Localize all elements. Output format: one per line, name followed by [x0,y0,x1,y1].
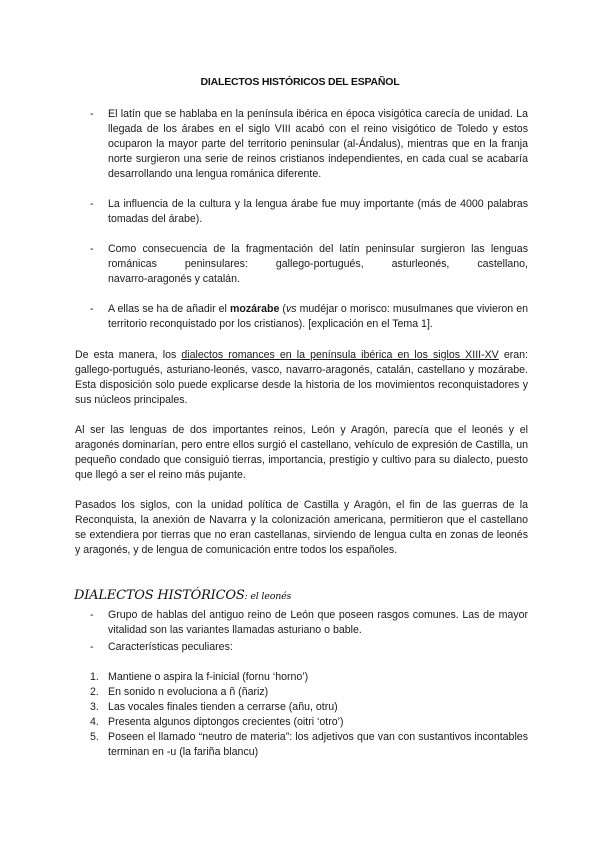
bullet-dash: - [90,108,94,120]
paragraph-post: eran: gallego-portugués, asturiano-leonés, vasco, navarro-aragonés, catalán, castellano y mozárabe. Esta disposición solo puede explicarse desde la historia de los movimientos reconquistadores y sus núcleos principales. [75,349,528,406]
bullet-dash: - [90,303,94,315]
item-text: En sonido n evoluciona a ñ (ñariz) [108,686,269,698]
bullet-text-tail: navarro-aragonés y catalán. [108,273,240,285]
item-text: Mantiene o aspira la f-inicial (fornu ‘horno’) [108,671,309,683]
bullet-dash: - [90,609,94,621]
item-text: Las vocales finales tienden a cerrarse (añu, otru) [108,701,338,713]
paragraph: Pasados los siglos, con la unidad política de Castilla y Aragón, el fin de las guerras de la Reconquista, la anexión de Navarra y la colonización americana, permitieron que el castellano se extendiera por tierras que no eran castellanas, sirviendo de lengua culta en zonas de leonés y aragonés, y de lengua de comunicación entre todos los españoles. [75,499,528,556]
bullet-text-justified: Como consecuencia de la fragmentación del latín peninsular surgieron las lenguas románicas peninsulares: gallego-portugués, asturleonés, castellano, [108,243,528,270]
item-number: 1. [90,671,99,683]
bullet-dash: - [90,641,94,653]
item-number: 5. [90,731,99,743]
bold-term: mozárabe [229,303,280,315]
bullet-text: La influencia de la cultura y la lengua árabe fue muy importante (más de 4000 palabras tomadas del árabe). [108,198,528,225]
bullet-dash: - [90,198,94,210]
paragraph-pre: De esta manera, los [75,349,182,361]
italic-term: vs [285,303,297,315]
bullet-text: El latín que se hablaba en la península ibérica en época visigótica carecía de unidad. La llegada de los árabes en el siglo VIII acabó con el reino visigótico de Toledo y estos ocuparon la mayor parte del territorio peninsular (al-Ándalus), mientras que en la franja norte surgieron una serie de reinos cristianos independientes, en cada cual se acabaría desarrollando una lengua románica diferente. [108,108,528,180]
paragraph: Al ser las lenguas de dos importantes reinos, León y Aragón, parecía que el leonés y el aragonés dominarían, pero entre ellos surgió el castellano, vehículo de expresión de Castilla, un pequeño condado que consiguió tierras, importancia, prestigio y cultivo para su dialecto, puesto que llegó a ser el reino más pujante. [75,424,528,481]
page-title: DIALECTOS HISTÓRICOS DEL ESPAÑOL [200,76,400,88]
section-heading-main: DIALECTOS HISTÓRICOS [74,588,245,603]
item-text: Presenta algunos diptongos crecientes (oitri ‘otro’) [108,716,344,728]
item-number: 2. [90,686,99,698]
bullet-dash: - [90,243,94,255]
item-number: 4. [90,716,99,728]
bullet-text-pre: A ellas se ha de añadir el [108,303,230,315]
section-heading-sub: : el leonés [244,591,292,602]
section-heading [74,588,291,603]
bullet-text: Grupo de hablas del antiguo reino de León que poseen rasgos comunes. Las de mayor vitalidad son las variantes llamadas asturiano o bable. [108,609,528,636]
paragraph [75,348,528,408]
item-text: Poseen el llamado “neutro de materia”: los adjetivos que van con sustantivos incontables terminan en -u (la fariña blancu) [108,731,528,758]
bullet-text: Características peculiares: [108,641,233,653]
underlined-phrase: dialectos romances en la península ibérica en los siglos XIII-XV [181,349,499,361]
item-number: 3. [90,701,99,713]
bullet-text [108,302,528,332]
bullet-text-post: mudéjar o morisco: musulmanes que vivieron en territorio reconquistado por los cristianos). [explicación en el Tema 1]. [108,303,528,330]
bullet-text [108,242,528,287]
bullet-text-mid: ( [279,303,286,315]
